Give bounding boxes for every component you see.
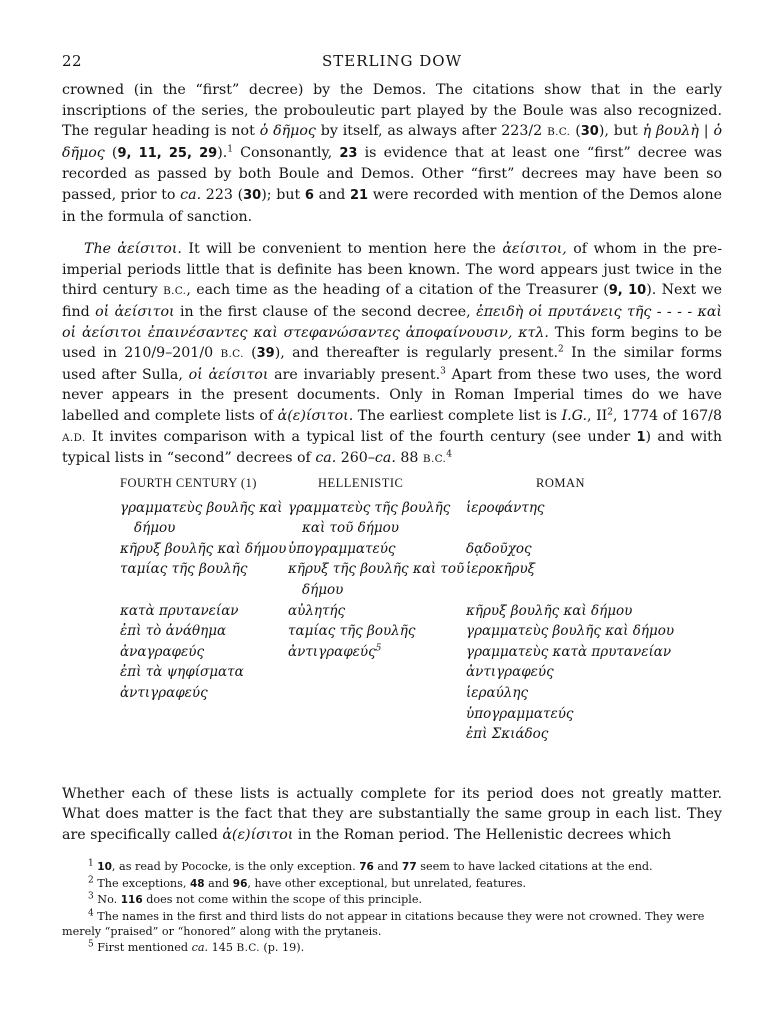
footnote-5 (62, 940, 722, 957)
footnote-4 (62, 909, 722, 940)
italic-text: I.G. (561, 407, 588, 424)
list-item: ἱεραύλης (466, 685, 529, 702)
official-lists-table (62, 476, 722, 772)
greek-text: ὁ δῆμος (259, 123, 316, 140)
list-item: ἱεροκῆρυξ (466, 561, 536, 578)
greek-text: ἡ βουλὴ | ὁ δῆμος (62, 123, 722, 161)
text: ), but (598, 123, 643, 140)
text: The exceptions, (97, 876, 190, 890)
greek-text: οἱ ἀείσιτοι (95, 303, 175, 320)
section-lead: The ἀείσιτοι. (84, 241, 182, 258)
list-item: κῆρυξ βουλῆς καὶ δήμου (466, 602, 633, 619)
doc-ref: 30 (580, 124, 599, 140)
text: , 1774 of 167/8 (613, 407, 722, 424)
text: No. (97, 893, 121, 907)
doc-ref: 30 (243, 187, 262, 203)
italic-text: ca. (374, 450, 396, 467)
text: ). (217, 144, 228, 161)
footnote-2 (62, 876, 722, 893)
era-abbrev: B.C. (236, 941, 260, 954)
text: 145 (208, 940, 237, 954)
list-hellenistic (288, 476, 466, 663)
list-item: ταμίας τῆς βουλῆς (288, 623, 416, 640)
footnote-number: 3 (88, 891, 94, 902)
text: ); but (261, 186, 305, 203)
text: ). Next we find (62, 282, 723, 320)
list-item: γραμματεὺς βουλῆς καὶ δήμου (466, 623, 675, 640)
footnote-number: 2 (88, 875, 94, 886)
greek-text: ἀ(ε)ίσιτοι (222, 826, 294, 843)
greek-text: ἀ(ε)ίσιτοι. (277, 407, 354, 424)
footnote-number: 1 (88, 858, 94, 869)
text: and (313, 186, 350, 203)
superscript: 2 (607, 407, 614, 418)
paragraph-2 (62, 239, 722, 470)
list-item: ἐπὶ τὸ ἀνάθημα (120, 623, 227, 640)
list-item: κῆρυξ τῆς βουλῆς καὶ τοῦ δήμου (288, 561, 465, 599)
running-title: STERLING DOW (321, 52, 463, 70)
text: crowned (in the “first” decree) by the Demos. The citations show that in the early inscriptions of the series, the probouleutic part played by the Boule was also recognized. The regular heading is not (62, 82, 722, 140)
doc-ref: 6 (304, 187, 314, 203)
footnote-ref: 1 (227, 144, 233, 155)
text: does not come within the scope of this principle. (142, 893, 423, 907)
footnote-number: 4 (88, 908, 94, 919)
text: First mentioned (97, 940, 192, 954)
text: Whether each of these lists is actually complete for its period does not greatly matter. What does matter is the fact that they are substantially the same group in each list. They are specifically called (62, 785, 722, 843)
text: ), and thereafter is regularly present. (274, 345, 559, 362)
text: ( (570, 123, 581, 140)
list-item: γραμματεὺς κατὰ πρυτανείαν (466, 643, 672, 660)
text: and (373, 860, 403, 874)
footnote-ref: 4 (446, 449, 452, 460)
greek-text: ἀείσιτοι, (502, 241, 567, 258)
text: , as read by Pococke, is the only exception. (111, 860, 360, 874)
spacer (120, 580, 290, 601)
list-item: ἐπὶ τὰ ψηφίσματα (120, 664, 244, 681)
text: ( (104, 144, 118, 161)
text: by itself, as always after 223/2 (315, 123, 548, 140)
spacer (466, 580, 696, 601)
text: In the similar forms used after Sulla, (62, 345, 723, 383)
text: were recorded with mention of the Demos alone in the formula of sanction. (62, 186, 723, 225)
list-item-text: ἀντιγραφεύς (288, 643, 376, 660)
footnotes (62, 859, 722, 956)
era-abbrev: B.C. (422, 453, 447, 466)
era-abbrev: B.C. (547, 126, 571, 139)
doc-ref: 77 (402, 861, 417, 874)
doc-ref: 48 (190, 877, 205, 890)
era-abbrev: A.D. (62, 431, 86, 444)
text: is evidence that at least one “first” decree was recorded as passed by both Boule and Demos. Other “first” decrees may have been so passed, prior to (62, 144, 722, 203)
list-item: ἀντιγραφεύς (120, 685, 208, 702)
doc-ref: 96 (232, 877, 248, 890)
text: ) and with typical lists in “second” decrees of (62, 428, 722, 467)
italic-text: ca. (191, 940, 209, 954)
doc-ref: 39 (256, 346, 275, 362)
list-item: κῆρυξ βουλῆς καὶ δήμου (120, 540, 287, 557)
list-item: ταμίας τῆς βουλῆς (120, 561, 248, 578)
text: seem to have lacked citations at the end. (416, 860, 653, 874)
doc-ref: 23 (339, 145, 358, 161)
list-item (288, 642, 466, 663)
text: Consonantly, (232, 144, 340, 161)
text: This form begins to be used in 210/9–201/0 (62, 324, 722, 362)
text: and (204, 876, 233, 890)
list-item: ἱεροφάντης (466, 499, 545, 516)
footnote-ref: 3 (440, 365, 446, 376)
footnote-ref: 5 (375, 643, 382, 654)
doc-ref: 10 (97, 861, 112, 874)
list-item: ἐπὶ Σκιάδος (466, 726, 549, 743)
text: in the first clause of the second decree, (174, 303, 477, 320)
list-item: ἀντιγραφεύς (466, 664, 554, 681)
text: Apart from these two uses, the word never appears in the present documents. Only in Roman Imperial times do we have labelled and complete lists of (62, 366, 723, 424)
page-number: 22 (62, 52, 83, 70)
list-fourth-century (120, 476, 290, 704)
text: The names in the first and third lists do not appear in citations because they were not crowned. They were merely “praised” or “honored” along with the prytaneis. (62, 909, 705, 939)
text: of whom in the pre-imperial periods little that is definite has been known. The word appears just twice in the third century (62, 241, 722, 299)
list-item: κατὰ πρυτανείαν (120, 602, 239, 619)
running-head (62, 52, 722, 80)
text: It will be convenient to mention here the (181, 241, 503, 258)
spacer (466, 518, 696, 539)
list-item: γραμματεὺς βουλῆς καὶ δήμου (120, 499, 283, 537)
italic-text: ca. (180, 186, 202, 203)
footnote-1 (62, 859, 722, 876)
text: , each time as the heading of a citation of the Treasurer ( (186, 282, 609, 299)
text: , II (587, 407, 608, 424)
list-item: δᾳδοῦχος (466, 540, 532, 557)
page (62, 52, 722, 956)
column-heading: ROMAN (536, 475, 586, 490)
doc-ref: 1 (636, 429, 646, 445)
doc-ref: 9, 10 (608, 283, 647, 299)
list-item: γραμματεὺς τῆς βουλῆς καὶ τοῦ δήμου (288, 499, 451, 537)
list-roman (466, 476, 696, 745)
era-abbrev: B.C. (220, 348, 244, 361)
text: in the Roman period. The Hellenistic decrees which (293, 826, 672, 843)
column-heading: HELLENISTIC (318, 475, 404, 490)
doc-ref: 21 (350, 187, 369, 203)
list-item: ἀναγραφεύς (120, 643, 205, 660)
doc-ref: 116 (120, 894, 143, 907)
text: The earliest complete list is (353, 407, 562, 424)
list-item: ὑπογραμματεύς (288, 540, 396, 557)
text: ( (243, 345, 257, 362)
text: 260– (336, 450, 375, 467)
text: It invites comparison with a typical list of the fourth century (see under (85, 428, 637, 445)
footnote-ref: 2 (558, 344, 564, 355)
text: 88 (395, 450, 423, 467)
column-heading: FOURTH CENTURY (1) (120, 475, 257, 490)
text: are invariably present. (268, 366, 441, 383)
text: 223 ( (201, 186, 244, 203)
greek-text: οἱ ἀείσιτοι (188, 366, 269, 383)
doc-ref: 76 (359, 861, 374, 874)
italic-text: ca. (315, 450, 337, 467)
footnote-3 (62, 892, 722, 909)
footnote-number: 5 (88, 939, 94, 950)
era-abbrev: B.C. (163, 285, 187, 298)
text: , have other exceptional, but unrelated, features. (247, 876, 527, 890)
list-item: αὐλητής (288, 602, 346, 619)
list-item: ὑπογραμματεύς (466, 705, 574, 722)
doc-ref: 9, 11, 25, 29 (117, 145, 218, 161)
paragraph-3 (62, 784, 722, 846)
paragraph-1 (62, 80, 722, 227)
greek-text: ἐπειδὴ οἱ πρυτάνεις τῆς - - - - καὶ οἱ ἀείσιτοι ἐπαινέσαντες καὶ στεφανώσαντες ἀποφαίνουσιν, κτλ. (62, 303, 722, 341)
text: (p. 19). (259, 940, 305, 954)
